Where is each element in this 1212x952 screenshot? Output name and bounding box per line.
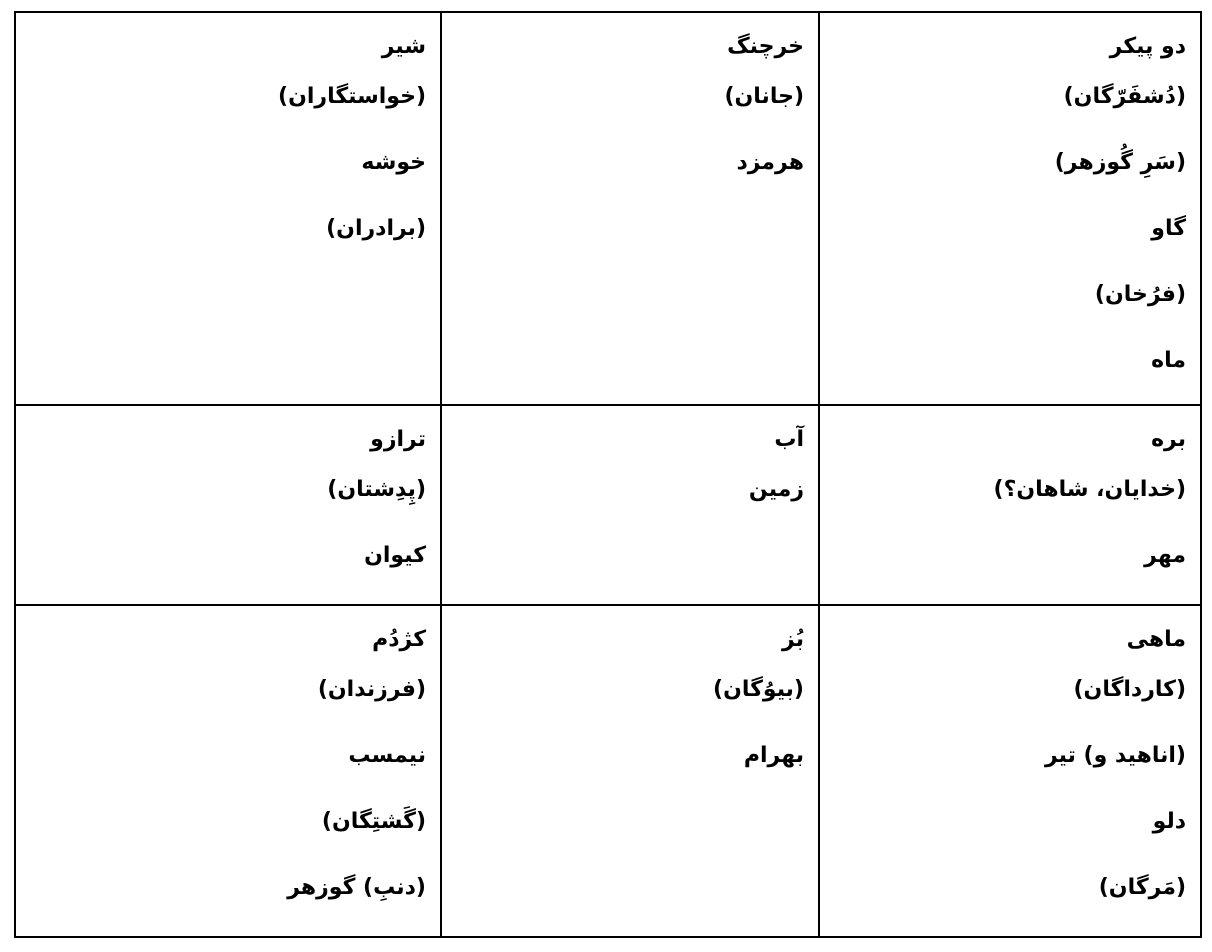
cell-line: خوشه bbox=[361, 150, 426, 175]
cell-line: گاو bbox=[1151, 216, 1186, 241]
cell-line: (فرزندان) bbox=[317, 677, 426, 702]
cell-line: (دنبِ) گوزهر bbox=[287, 875, 426, 900]
cell-line: مهر bbox=[1144, 543, 1186, 568]
cell-line: نیمسب bbox=[348, 743, 426, 768]
cell-line: (خدایان، شاهان؟) bbox=[993, 477, 1186, 502]
table-cell bbox=[15, 605, 441, 937]
table-row bbox=[15, 12, 1201, 405]
cell-line: (جانان) bbox=[724, 84, 804, 109]
cell-line: (اناهید و) تیر bbox=[1044, 743, 1186, 768]
cell-line: هرمزد bbox=[736, 150, 804, 175]
table-cell bbox=[15, 405, 441, 605]
cell-line: ترازو bbox=[370, 427, 426, 452]
table-cell bbox=[441, 12, 819, 405]
cell-line: زمین bbox=[748, 477, 804, 502]
table-row bbox=[15, 605, 1201, 937]
cell-line: بهرام bbox=[743, 743, 804, 768]
cell-line: (فرُخان) bbox=[1094, 282, 1186, 307]
cell-line: دلو bbox=[1152, 809, 1186, 834]
cell-line: (سَرِ گُوزهر) bbox=[1054, 150, 1186, 175]
cell-line: دو پیکر bbox=[1109, 34, 1186, 59]
table-cell bbox=[819, 405, 1201, 605]
zodiac-table-container bbox=[14, 11, 1200, 936]
table-cell bbox=[819, 12, 1201, 405]
cell-line: خرچنگ bbox=[727, 34, 804, 59]
cell-line: (دُشفَرّگان) bbox=[1063, 84, 1186, 109]
cell-line: ماهی bbox=[1126, 627, 1186, 652]
cell-line: ماه bbox=[1151, 348, 1186, 373]
table-row bbox=[15, 405, 1201, 605]
cell-line: (مَرگان) bbox=[1098, 875, 1186, 900]
cell-line: (بیوُگان) bbox=[713, 677, 804, 702]
cell-line: بُز bbox=[782, 627, 804, 652]
cell-line: (خواستگاران) bbox=[278, 84, 426, 109]
table-cell bbox=[441, 405, 819, 605]
cell-line: آب bbox=[774, 427, 804, 452]
zodiac-table bbox=[14, 11, 1202, 938]
cell-line: بره bbox=[1151, 427, 1186, 452]
cell-line: (کارداگان) bbox=[1073, 677, 1186, 702]
table-cell bbox=[819, 605, 1201, 937]
cell-line: شیر bbox=[381, 34, 426, 59]
cell-line: کیوان bbox=[364, 543, 426, 568]
table-cell bbox=[15, 12, 441, 405]
cell-line: (گَشتِگان) bbox=[321, 809, 426, 834]
cell-line: کژدُم bbox=[372, 627, 426, 652]
table-cell bbox=[441, 605, 819, 937]
cell-line: (برادران) bbox=[326, 216, 426, 241]
cell-line: (پِدِشتان) bbox=[327, 477, 426, 502]
